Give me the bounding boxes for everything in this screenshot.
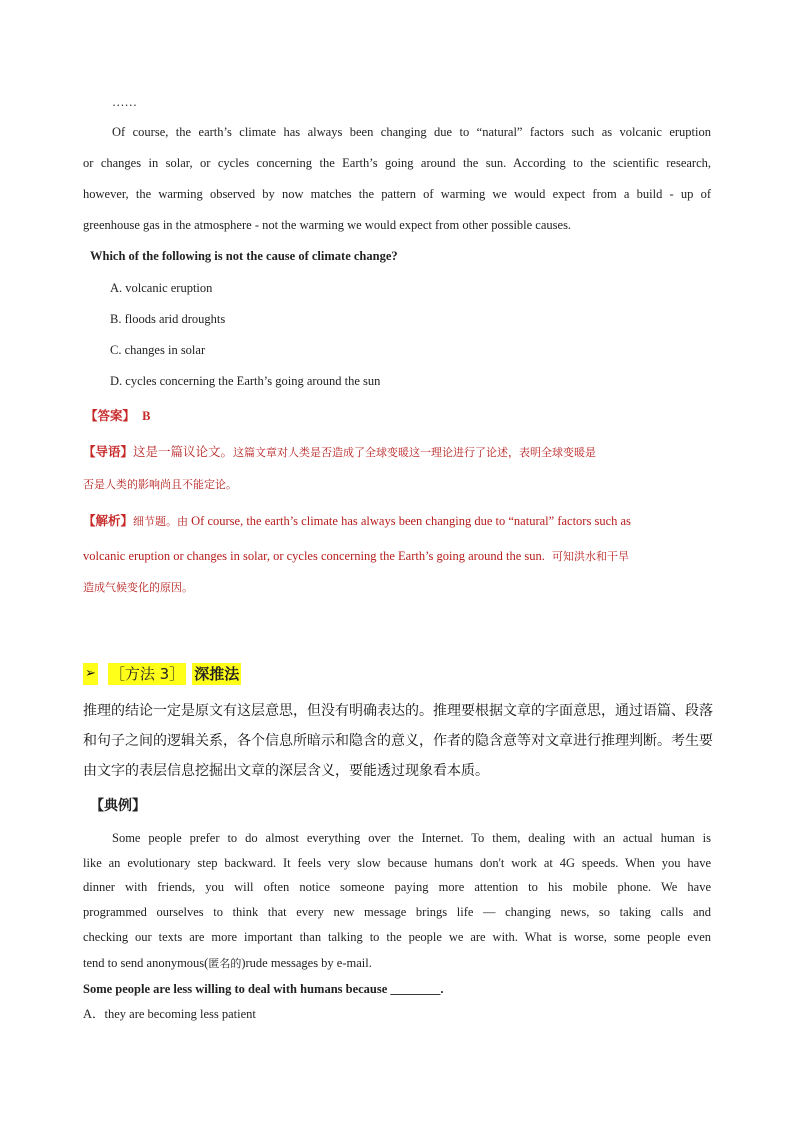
option-a: A. volcanic eruption <box>110 281 213 295</box>
answer-value: B <box>142 409 151 423</box>
passage-line: greenhouse gas in the atmosphere - not the warming we would expect from other possible causes. <box>83 218 572 232</box>
analysis-quote-2: volcanic eruption or changes in solar, or cycles concerning the Earth’s going around the sun. <box>83 549 545 563</box>
option-2-a: A．they are becoming less patient <box>83 1007 256 1021</box>
intro-text: 这篇文章对人类是否造成了全球变暖这一理论进行了论述，表明全球变暖是 <box>233 446 597 459</box>
intro-line-2: 否是人类的影响尚且不能定论。 <box>83 478 237 491</box>
answer-tag: 【答案】 <box>85 408 136 423</box>
analysis-line <box>83 513 711 530</box>
method-heading <box>83 663 241 685</box>
passage-line: or changes in solar, or cycles concerning the Earth’s going around the sun. According to the scientific research, <box>83 156 711 170</box>
question-2: Some people are less willing to deal with humans because ________. <box>83 982 444 996</box>
option-c: C. changes in solar <box>110 343 206 357</box>
method-desc-line: 推理的结论一定是原文有这层意思，但没有明确表达的。推理要根据文章的字面意思，通过语篇、段落 <box>83 703 713 719</box>
intro-line <box>83 444 711 461</box>
example-line: like an evolutionary step backward. It feels very slow because humans don't work at 4G speeds. When you have <box>83 856 711 870</box>
analysis-lead: 细节题。由 <box>133 515 189 528</box>
example-tag: 【典例】 <box>90 798 146 814</box>
passage-line: however, the warming observed by now matches the pattern of warming we would expect from a build - up of <box>83 187 711 201</box>
example-line: Some people prefer to do almost everything over the Internet. To them, dealing with an actual human is <box>112 831 711 845</box>
answer-row <box>85 408 713 424</box>
method-label: ［方法 3］ <box>109 665 185 683</box>
example-line: dinner with friends, you will often notice someone paying more attention to his mobile phone. We have <box>83 880 711 894</box>
example-line <box>83 955 711 972</box>
ellipsis: …… <box>112 95 137 109</box>
analysis-tag: 【解析】 <box>83 513 134 528</box>
analysis-line-2 <box>83 548 711 565</box>
method-name: 深推法 <box>194 665 240 683</box>
analysis-quote: Of course, the earth’s climate has always been changing due to “natural” factors such as <box>191 514 631 528</box>
analysis-line-3: 造成气候变化的原因。 <box>83 581 193 594</box>
example-text: )rude messages by e-mail. <box>241 956 372 970</box>
example-line: programmed ourselves to think that every new message brings life — changing news, so taking calls and <box>83 905 711 919</box>
example-line: checking our texts are more important than talking to the people we are with. What is worse, some people even <box>83 930 711 944</box>
example-text: tend to send anonymous( <box>83 956 209 970</box>
intro-lead: 这是一篇议论文。 <box>133 444 234 459</box>
analysis-conclusion: 可知洪水和干旱 <box>551 550 629 563</box>
method-desc-line: 和句子之间的逻辑关系，各个信息所暗示和隐含的意义，作者的隐含意等对文章进行推理判断。考生要 <box>83 733 713 749</box>
method-desc-line: 由文字的表层信息挖掘出文章的深层含义，要能透过现象看本质。 <box>83 763 489 779</box>
option-d: D. cycles concerning the Earth’s going around the sun <box>110 374 381 388</box>
arrow-icon: ➢ <box>83 663 98 685</box>
option-b: B. floods arid droughts <box>110 312 226 326</box>
question: Which of the following is not the cause of climate change? <box>90 249 398 263</box>
passage-line: Of course, the earth’s climate has always been changing due to “natural” factors such as volcanic eruption <box>112 125 711 139</box>
intro-tag: 【导语】 <box>83 444 134 459</box>
example-gloss: 匿名的 <box>208 958 242 970</box>
